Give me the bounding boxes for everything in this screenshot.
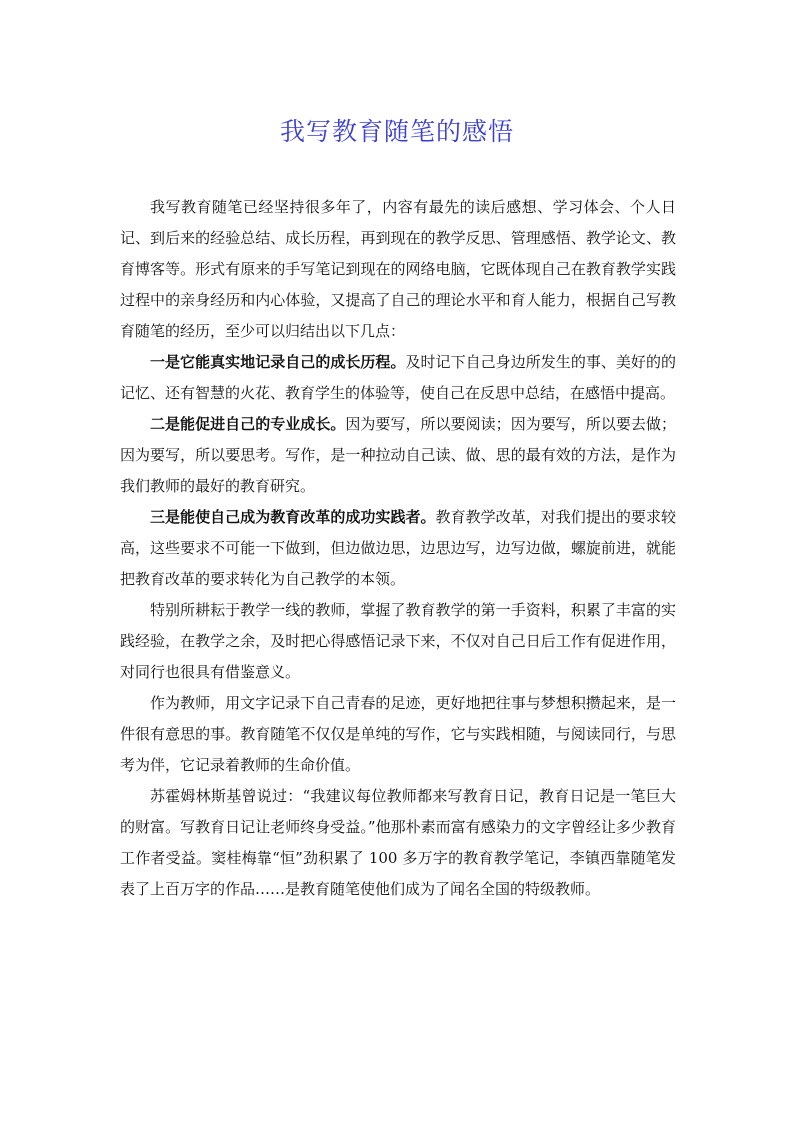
paragraph-text: 因为要写，所以要阅读；因为要写，所以要去做；因为要写，所以要思考。写作，是一种拉动自己读、做、思的最有效的方法，是作为我们教师的最好的教育研究。 — [120, 415, 676, 495]
paragraph-quote — [120, 781, 676, 905]
paragraph-point-two — [120, 409, 676, 502]
paragraph-text: 作为教师，用文字记录下自己青春的足迹，更好地把往事与梦想积攒起来，是一件很有意思的事。教育随笔不仅仅是单纯的写作，它与实践相随，与阅读同行，与思考为伴，它记录着教师的生命价值。 — [120, 694, 676, 774]
paragraph-text: 苏霍姆林斯基曾说过：“我建议每位教师都来写教育日记，教育日记是一笔巨大的财富。写教育日记让老师终身受益。”他那朴素而富有感染力的文字曾经让多少教育工作者受益。窦桂梅靠“恒”劲积累了 100 多万字的教育教学笔记，李镇西靠随笔发表了上百万字的作品……是教育随笔使他们成为了闻名全国的特级教师。 — [120, 787, 676, 898]
paragraph-text: 及时记下自己身边所发生的事、美好的的记忆、还有智慧的火花、教育学生的体验等，使自己在反思中总结，在感悟中提高。 — [120, 353, 676, 402]
paragraph-frontline-teachers — [120, 595, 676, 688]
paragraph-lead: 二是能促进自己的专业成长。 — [150, 415, 346, 433]
paragraph-text: 特别所耕耘于教学一线的教师，掌握了教育教学的第一手资料，积累了丰富的实践经验，在教学之余，及时把心得感悟记录下来，不仅对自己日后工作有促进作用，对同行也很具有借鉴意义。 — [120, 601, 676, 681]
paragraph-lead: 一是它能真实地记录自己的成长历程。 — [150, 353, 406, 371]
paragraph-text: 教育教学改革，对我们提出的要求较高，这些要求不可能一下做到，但边做边思，边思边写，边写边做，螺旋前进，就能把教育改革的要求转化为自己教学的本领。 — [120, 508, 676, 588]
paragraph-intro — [120, 192, 676, 347]
document-body — [120, 192, 676, 905]
paragraph-point-three — [120, 502, 676, 595]
paragraph-as-teacher — [120, 688, 676, 781]
paragraph-lead: 三是能使自己成为教育改革的成功实践者。 — [150, 508, 436, 526]
document-title: 我写教育随笔的感悟 — [279, 117, 514, 146]
paragraph-text: 我写教育随笔已经坚持很多年了，内容有最先的读后感想、学习体会、个人日记、到后来的经验总结、成长历程，再到现在的教学反思、管理感悟、教学论文、教育博客等。形式有原来的手写笔记到现在的网络电脑，它既体现自己在教育教学实践过程中的亲身经历和内心体验，又提高了自己的理论水平和育人能力，根据自己写教育随笔的经历，至少可以归结出以下几点： — [120, 198, 676, 340]
paragraph-point-one — [120, 347, 676, 409]
